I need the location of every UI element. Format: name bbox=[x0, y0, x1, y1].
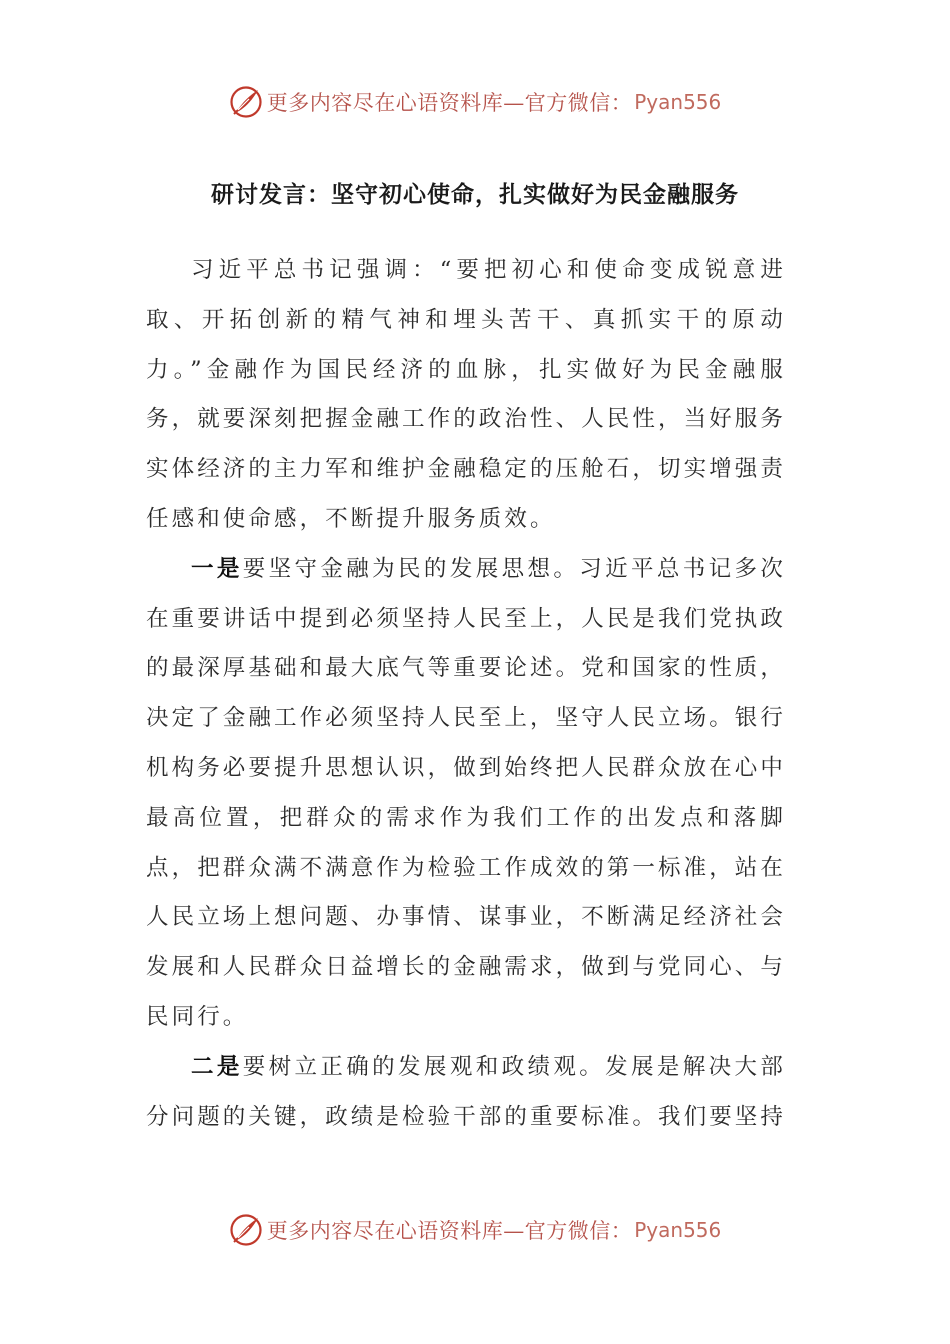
quill-logo-icon bbox=[229, 85, 263, 119]
document-body bbox=[146, 246, 786, 1142]
paragraph-text: 要坚守金融为民的发展思想。习近平总书记多次在重要讲话中提到必须坚持人民至上，人民是我们党执政的最深厚基础和最大底气等重要论述。党和国家的性质，决定了金融工作必须坚持人民至上，坚守人民立场。银行机构务必要提升思想认识，做到始终把人民群众放在心中最高位置，把群众的需求作为我们工作的出发点和落脚点，把群众满不满意作为检验工作成效的第一标准，站在人民立场上想问题、办事情、谋事业，不断满足经济社会发展和人民群众日益增长的金融需求，做到与党同心、与民同行。 bbox=[146, 555, 787, 1030]
quill-logo-icon bbox=[229, 1213, 263, 1247]
banner-text: 更多内容尽在心语资料库—官方微信： bbox=[266, 1219, 633, 1243]
header-banner bbox=[0, 82, 950, 122]
paragraph-lead: 一是 bbox=[191, 555, 243, 582]
document-title: 研讨发言：坚守初心使命，扎实做好为民金融服务 bbox=[211, 181, 739, 208]
paragraph bbox=[146, 1043, 786, 1143]
paragraph bbox=[146, 246, 786, 545]
banner-text: 更多内容尽在心语资料库—官方微信： bbox=[266, 91, 633, 115]
paragraph-lead: 二是 bbox=[191, 1053, 243, 1080]
wechat-id: Pyan556 bbox=[634, 1218, 722, 1242]
paragraph-text: 要树立正确的发展观和政绩观。发展是解决大部分问题的关键，政绩是检验干部的重要标准。我们要坚持 bbox=[146, 1053, 787, 1130]
wechat-id: Pyan556 bbox=[634, 90, 722, 114]
footer-banner bbox=[0, 1210, 950, 1250]
paragraph bbox=[146, 545, 786, 1043]
paragraph-text: 习近平总书记强调：“要把初心和使命变成锐意进取、开拓创新的精气神和埋头苦干、真抓实干的原动力。”金融作为国民经济的血脉，扎实做好为民金融服务，就要深刻把握金融工作的政治性、人民性，当好服务实体经济的主力军和维护金融稳定的压舱石，切实增强责任感和使命感，不断提升服务质效。 bbox=[146, 257, 787, 532]
